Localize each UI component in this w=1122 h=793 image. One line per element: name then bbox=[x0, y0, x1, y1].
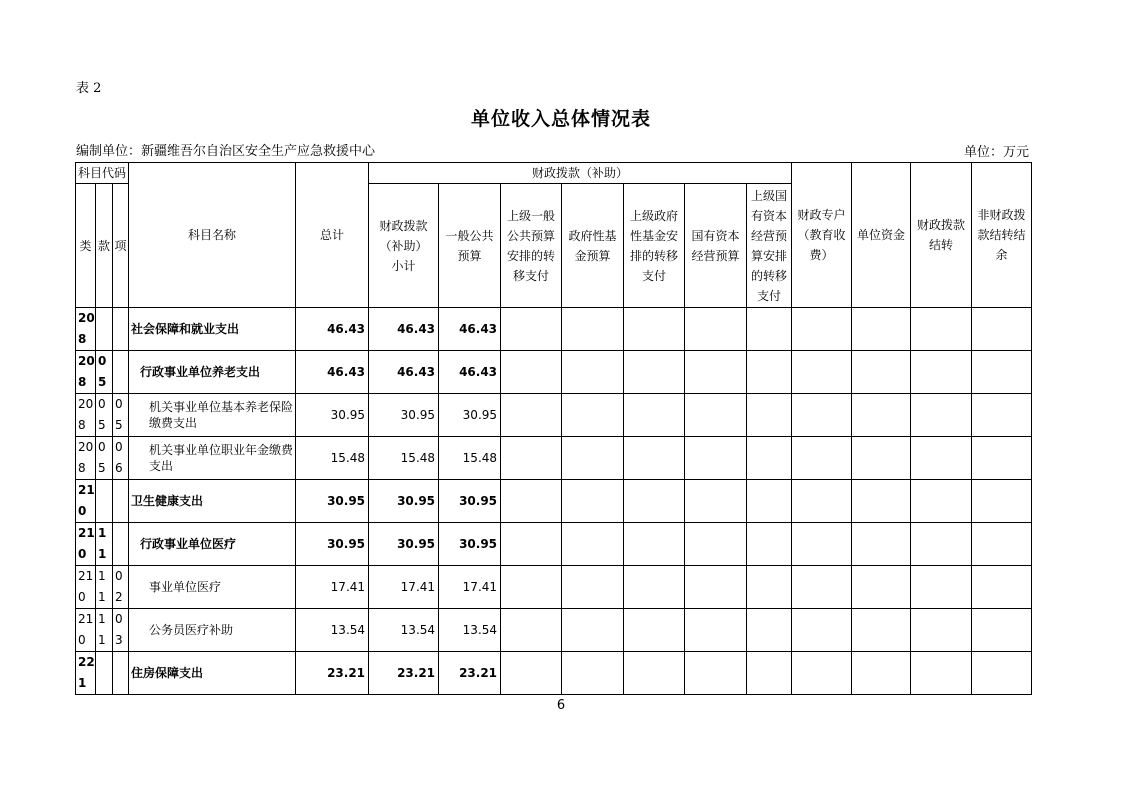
empty-cell bbox=[972, 308, 1032, 351]
table-row bbox=[76, 308, 1032, 351]
empty-cell bbox=[562, 652, 624, 695]
empty-cell bbox=[562, 609, 624, 652]
header-subject-name: 科目名称 bbox=[129, 163, 296, 308]
compiling-unit: 编制单位：新疆维吾尔自治区安全生产应急救援中心 bbox=[76, 144, 376, 159]
table-row bbox=[76, 609, 1032, 652]
empty-cell bbox=[911, 437, 972, 480]
subject-name-cell: 机关事业单位职业年金缴费支出 bbox=[129, 437, 296, 480]
kuan-cell: 11 bbox=[96, 609, 113, 652]
header-total: 总计 bbox=[296, 163, 369, 308]
page-title: 单位收入总体情况表 bbox=[470, 108, 651, 130]
header-nonfiscal-carryover: 非财政拨款结转结余 bbox=[972, 163, 1032, 308]
lei-cell: 210 bbox=[76, 480, 96, 523]
header-state-capital-budget: 国有资本经营预算 bbox=[685, 184, 747, 308]
empty-cell bbox=[852, 566, 911, 609]
lei-cell: 208 bbox=[76, 308, 96, 351]
header-xiang: 项 bbox=[113, 184, 129, 308]
total-cell: 15.48 bbox=[296, 437, 369, 480]
empty-cell bbox=[562, 308, 624, 351]
empty-cell bbox=[792, 609, 852, 652]
table-label: 表 2 bbox=[76, 81, 102, 96]
fiscal-subtotal-cell: 17.41 bbox=[369, 566, 439, 609]
general-budget-cell: 30.95 bbox=[439, 480, 501, 523]
empty-cell bbox=[792, 566, 852, 609]
empty-cell bbox=[501, 566, 562, 609]
empty-cell bbox=[685, 437, 747, 480]
header-gov-fund-budget: 政府性基金预算 bbox=[562, 184, 624, 308]
general-budget-cell: 46.43 bbox=[439, 351, 501, 394]
table-row bbox=[76, 566, 1032, 609]
empty-cell bbox=[624, 523, 685, 566]
total-cell: 30.95 bbox=[296, 394, 369, 437]
total-cell: 46.43 bbox=[296, 308, 369, 351]
general-budget-cell: 15.48 bbox=[439, 437, 501, 480]
xiang-cell: 03 bbox=[113, 609, 129, 652]
empty-cell bbox=[624, 308, 685, 351]
kuan-cell: 05 bbox=[96, 394, 113, 437]
kuan-cell: 05 bbox=[96, 437, 113, 480]
empty-cell bbox=[624, 609, 685, 652]
header-special-account: 财政专户（教育收费） bbox=[792, 163, 852, 308]
empty-cell bbox=[624, 394, 685, 437]
empty-cell bbox=[501, 523, 562, 566]
table-row bbox=[76, 437, 1032, 480]
header-upper-gov-fund-transfer: 上级政府性基金安排的转移支付 bbox=[624, 184, 685, 308]
kuan-cell bbox=[96, 308, 113, 351]
general-budget-cell: 30.95 bbox=[439, 394, 501, 437]
empty-cell bbox=[562, 566, 624, 609]
empty-cell bbox=[624, 351, 685, 394]
fiscal-subtotal-cell: 23.21 bbox=[369, 652, 439, 695]
empty-cell bbox=[501, 394, 562, 437]
header-subject-code: 科目代码 bbox=[76, 163, 129, 184]
general-budget-cell: 17.41 bbox=[439, 566, 501, 609]
header-general-budget: 一般公共预算 bbox=[439, 184, 501, 308]
total-cell: 17.41 bbox=[296, 566, 369, 609]
empty-cell bbox=[501, 609, 562, 652]
xiang-cell: 05 bbox=[113, 394, 129, 437]
empty-cell bbox=[852, 394, 911, 437]
empty-cell bbox=[972, 437, 1032, 480]
header-kuan: 款 bbox=[96, 184, 113, 308]
xiang-cell bbox=[113, 523, 129, 566]
empty-cell bbox=[747, 523, 792, 566]
xiang-cell bbox=[113, 351, 129, 394]
fiscal-subtotal-cell: 13.54 bbox=[369, 609, 439, 652]
empty-cell bbox=[911, 308, 972, 351]
xiang-cell: 06 bbox=[113, 437, 129, 480]
empty-cell bbox=[972, 394, 1032, 437]
empty-cell bbox=[792, 480, 852, 523]
xiang-cell bbox=[113, 652, 129, 695]
empty-cell bbox=[852, 308, 911, 351]
empty-cell bbox=[685, 480, 747, 523]
kuan-cell: 11 bbox=[96, 566, 113, 609]
total-cell: 23.21 bbox=[296, 652, 369, 695]
subject-name-cell: 事业单位医疗 bbox=[129, 566, 296, 609]
empty-cell bbox=[852, 351, 911, 394]
empty-cell bbox=[852, 480, 911, 523]
empty-cell bbox=[972, 480, 1032, 523]
subject-name-cell: 住房保障支出 bbox=[129, 652, 296, 695]
total-cell: 13.54 bbox=[296, 609, 369, 652]
empty-cell bbox=[911, 351, 972, 394]
general-budget-cell: 30.95 bbox=[439, 523, 501, 566]
lei-cell: 208 bbox=[76, 394, 96, 437]
empty-cell bbox=[852, 609, 911, 652]
empty-cell bbox=[972, 652, 1032, 695]
empty-cell bbox=[792, 523, 852, 566]
empty-cell bbox=[562, 523, 624, 566]
empty-cell bbox=[501, 308, 562, 351]
kuan-cell: 05 bbox=[96, 351, 113, 394]
empty-cell bbox=[685, 308, 747, 351]
income-summary-table bbox=[75, 162, 1032, 695]
subject-name-cell: 公务员医疗补助 bbox=[129, 609, 296, 652]
empty-cell bbox=[685, 523, 747, 566]
empty-cell bbox=[747, 652, 792, 695]
empty-cell bbox=[501, 437, 562, 480]
empty-cell bbox=[747, 480, 792, 523]
empty-cell bbox=[792, 652, 852, 695]
subject-name-cell: 社会保障和就业支出 bbox=[129, 308, 296, 351]
general-budget-cell: 13.54 bbox=[439, 609, 501, 652]
general-budget-cell: 23.21 bbox=[439, 652, 501, 695]
empty-cell bbox=[624, 480, 685, 523]
header-fiscal-subtotal: 财政拨款（补助）小计 bbox=[369, 184, 439, 308]
kuan-cell: 11 bbox=[96, 523, 113, 566]
empty-cell bbox=[792, 437, 852, 480]
empty-cell bbox=[972, 566, 1032, 609]
lei-cell: 210 bbox=[76, 523, 96, 566]
empty-cell bbox=[852, 652, 911, 695]
empty-cell bbox=[685, 566, 747, 609]
empty-cell bbox=[972, 609, 1032, 652]
empty-cell bbox=[624, 437, 685, 480]
empty-cell bbox=[792, 351, 852, 394]
header-upper-general-transfer: 上级一般公共预算安排的转移支付 bbox=[501, 184, 562, 308]
kuan-cell bbox=[96, 480, 113, 523]
fiscal-subtotal-cell: 30.95 bbox=[369, 523, 439, 566]
header-fiscal-carryover: 财政拨款结转 bbox=[911, 163, 972, 308]
empty-cell bbox=[852, 437, 911, 480]
table-body bbox=[76, 308, 1032, 695]
currency-unit: 单位：万元 bbox=[963, 145, 1029, 160]
table-row bbox=[76, 480, 1032, 523]
table-row bbox=[76, 523, 1032, 566]
empty-cell bbox=[972, 523, 1032, 566]
lei-cell: 208 bbox=[76, 351, 96, 394]
header-unit-funds: 单位资金 bbox=[852, 163, 911, 308]
empty-cell bbox=[972, 351, 1032, 394]
page-number: 6 bbox=[556, 698, 566, 713]
xiang-cell: 02 bbox=[113, 566, 129, 609]
empty-cell bbox=[911, 566, 972, 609]
lei-cell: 221 bbox=[76, 652, 96, 695]
header-lei: 类 bbox=[76, 184, 96, 308]
table-row bbox=[76, 652, 1032, 695]
empty-cell bbox=[911, 480, 972, 523]
subject-name-cell: 行政事业单位医疗 bbox=[129, 523, 296, 566]
empty-cell bbox=[685, 351, 747, 394]
table-row bbox=[76, 394, 1032, 437]
header-upper-state-capital-transfer: 上级国有资本经营预算安排的转移支付 bbox=[747, 184, 792, 308]
lei-cell: 210 bbox=[76, 609, 96, 652]
empty-cell bbox=[792, 308, 852, 351]
empty-cell bbox=[911, 609, 972, 652]
empty-cell bbox=[747, 351, 792, 394]
empty-cell bbox=[747, 609, 792, 652]
xiang-cell bbox=[113, 308, 129, 351]
empty-cell bbox=[747, 437, 792, 480]
empty-cell bbox=[792, 394, 852, 437]
empty-cell bbox=[685, 609, 747, 652]
empty-cell bbox=[747, 308, 792, 351]
fiscal-subtotal-cell: 46.43 bbox=[369, 308, 439, 351]
subject-name-cell: 卫生健康支出 bbox=[129, 480, 296, 523]
empty-cell bbox=[624, 652, 685, 695]
fiscal-subtotal-cell: 46.43 bbox=[369, 351, 439, 394]
xiang-cell bbox=[113, 480, 129, 523]
empty-cell bbox=[562, 351, 624, 394]
empty-cell bbox=[501, 480, 562, 523]
total-cell: 30.95 bbox=[296, 480, 369, 523]
header-fiscal-group: 财政拨款（补助） bbox=[369, 163, 792, 184]
total-cell: 46.43 bbox=[296, 351, 369, 394]
empty-cell bbox=[911, 523, 972, 566]
empty-cell bbox=[501, 652, 562, 695]
lei-cell: 210 bbox=[76, 566, 96, 609]
total-cell: 30.95 bbox=[296, 523, 369, 566]
subject-name-cell: 行政事业单位养老支出 bbox=[129, 351, 296, 394]
empty-cell bbox=[685, 394, 747, 437]
fiscal-subtotal-cell: 30.95 bbox=[369, 394, 439, 437]
kuan-cell bbox=[96, 652, 113, 695]
table-row bbox=[76, 351, 1032, 394]
lei-cell: 208 bbox=[76, 437, 96, 480]
empty-cell bbox=[911, 394, 972, 437]
empty-cell bbox=[624, 566, 685, 609]
general-budget-cell: 46.43 bbox=[439, 308, 501, 351]
empty-cell bbox=[501, 351, 562, 394]
empty-cell bbox=[747, 566, 792, 609]
subject-name-cell: 机关事业单位基本养老保险缴费支出 bbox=[129, 394, 296, 437]
empty-cell bbox=[562, 394, 624, 437]
empty-cell bbox=[747, 394, 792, 437]
empty-cell bbox=[562, 437, 624, 480]
empty-cell bbox=[911, 652, 972, 695]
empty-cell bbox=[852, 523, 911, 566]
empty-cell bbox=[685, 652, 747, 695]
empty-cell bbox=[562, 480, 624, 523]
fiscal-subtotal-cell: 15.48 bbox=[369, 437, 439, 480]
fiscal-subtotal-cell: 30.95 bbox=[369, 480, 439, 523]
